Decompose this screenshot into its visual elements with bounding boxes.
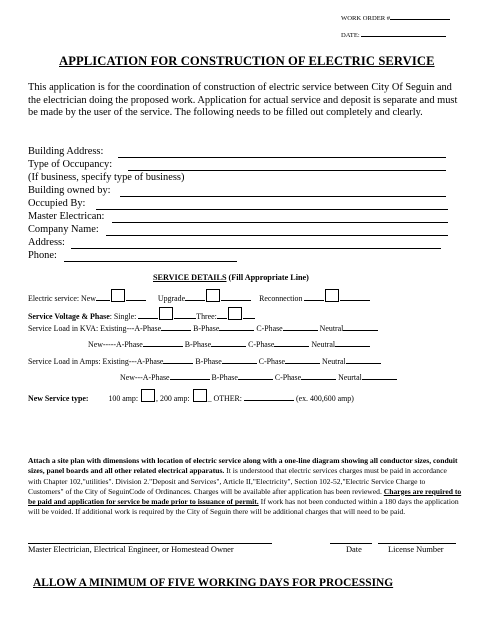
kva-new-label: New-----A-Phase <box>88 340 143 350</box>
service-details-note: (Fill Appropriate Line) <box>228 273 309 282</box>
amps-new-c-input[interactable] <box>301 372 336 380</box>
amps-existing-neutral-input[interactable] <box>346 356 381 364</box>
kva-new-a-input[interactable] <box>143 339 183 347</box>
type-of-occupancy-input[interactable] <box>128 170 446 171</box>
kva-existing-row <box>28 323 378 333</box>
attach-required-text: Charges are required to be paid and application for service be made prior to issuance of permit. <box>28 486 462 507</box>
kva-existing-c-input[interactable] <box>283 323 318 331</box>
license-signature-line[interactable] <box>378 543 456 544</box>
amps-new-neutral-label: Neurtal <box>338 373 362 383</box>
amps-existing-row <box>28 356 381 366</box>
new-service-type-label: New Service type: <box>28 394 89 403</box>
service-details-heading <box>153 273 309 282</box>
amp100-label: 100 amp: <box>108 394 139 403</box>
phone-input[interactable] <box>64 261 237 262</box>
three-checkbox[interactable] <box>228 307 242 320</box>
amps-new-row <box>120 372 397 382</box>
amp100-checkbox[interactable] <box>141 389 155 402</box>
building-owned-by-label: Building owned by: <box>28 185 111 196</box>
master-electrician-label: Master Electrican: <box>28 211 105 222</box>
amps-new-a-input[interactable] <box>170 372 210 380</box>
kva-existing-a-input[interactable] <box>161 323 191 331</box>
address-input[interactable] <box>71 248 441 249</box>
company-name-label: Company Name: <box>28 224 99 235</box>
amp200-label: , 200 amp: <box>156 394 190 403</box>
kva-existing-b-label: B-Phase <box>193 324 220 334</box>
kva-existing-c-label: C-Phase <box>256 324 283 334</box>
building-address-input[interactable] <box>118 157 446 158</box>
new-service-type-row <box>28 389 354 403</box>
header-date-input[interactable] <box>361 30 446 37</box>
attach-text-1: It is understood that electric services charges must be paid in accordance with Chapter 102,"utilities". Division 2."Deposit and Services", Article II,"Electricity", Section 102-52,"Electric Service Charge to Customers" of the City of SeguinCode of Ordinances. Charges will be available after application has been reviewed. <box>28 466 447 496</box>
voltage-row <box>28 307 255 321</box>
kva-new-neutral-label: Neutral <box>311 340 336 350</box>
amp200-checkbox[interactable] <box>193 389 207 402</box>
service-details-title: SERVICE DETAILS <box>153 273 227 282</box>
reconnection-input[interactable] <box>304 293 324 301</box>
new-service-line <box>126 293 146 301</box>
amps-new-b-input[interactable] <box>238 372 273 380</box>
attach-text-2: If work has not been conducted within a 180 days the application will be voided. If additional work is required by the City of Seguin there will be additional charges that will need to be paid. <box>28 497 459 517</box>
single-checkbox[interactable] <box>159 307 173 320</box>
new-service-checkbox[interactable] <box>111 289 125 302</box>
work-order-input[interactable] <box>390 13 450 20</box>
three-line <box>243 311 255 319</box>
upgrade-input[interactable] <box>185 293 205 301</box>
reconnection-line <box>340 293 370 301</box>
phone-label: Phone: <box>28 250 57 261</box>
kva-existing-neutral-input[interactable] <box>343 323 378 331</box>
page-title: APPLICATION FOR CONSTRUCTION OF ELECTRIC SERVICE <box>59 54 435 68</box>
other-input[interactable] <box>244 393 294 401</box>
electric-service-row <box>28 289 370 303</box>
kva-new-c-label: C-Phase <box>248 340 275 350</box>
reconnection-checkbox[interactable] <box>325 289 339 302</box>
license-number-label: License Number <box>388 545 444 554</box>
amps-existing-b-label: B-Phase <box>195 357 222 367</box>
date-signature-line[interactable] <box>330 543 372 544</box>
kva-new-b-label: B-Phase <box>184 340 212 350</box>
signer-label: Master Electrician, Electrical Engineer, or Homestead Owner <box>28 545 234 554</box>
reconnection-label: Reconnection <box>259 294 303 303</box>
amps-new-neutral-input[interactable] <box>362 372 397 380</box>
master-electrician-input[interactable] <box>112 222 448 223</box>
building-address-label: Building Address: <box>28 146 104 157</box>
header-date-label: DATE: <box>341 31 360 39</box>
kva-existing-neutral-label: Neutral <box>319 324 344 334</box>
kva-new-c-input[interactable] <box>274 339 309 347</box>
amps-existing-c-label: C-Phase <box>258 357 286 367</box>
amps-new-label: New---A-Phase <box>120 373 170 383</box>
address-label: Address: <box>28 237 65 248</box>
kva-new-b-input[interactable] <box>211 339 246 347</box>
attachment-paragraph <box>28 456 462 518</box>
building-owned-by-input[interactable] <box>120 196 446 197</box>
kva-new-row <box>88 339 370 349</box>
signer-signature-line[interactable] <box>28 543 272 544</box>
amps-new-b-label: B-Phase <box>211 373 238 383</box>
voltage-label: Service Voltage & Phase <box>28 312 110 321</box>
single-line <box>174 311 196 319</box>
upgrade-line <box>221 293 251 301</box>
amps-existing-label: Service Load in Amps: Existing---A-Phase <box>28 357 164 367</box>
processing-notice: ALLOW A MINIMUM OF FIVE WORKING DAYS FOR PROCESSING <box>33 577 394 589</box>
kva-existing-label: Service Load in KVA: Existing---A-Phase <box>28 324 162 334</box>
business-note: (If business, specify type of business) <box>28 172 185 183</box>
work-order-field[interactable] <box>341 13 450 22</box>
upgrade-label: Upgrade <box>157 294 186 303</box>
kva-new-neutral-input[interactable] <box>335 339 370 347</box>
single-label: : Single: <box>109 312 137 321</box>
type-of-occupancy-label: Type of Occupancy: <box>28 159 113 170</box>
signature-date-label: Date <box>346 545 362 554</box>
amps-existing-a-input[interactable] <box>163 356 193 364</box>
work-order-label: WORK ORDER # <box>341 14 391 22</box>
amps-existing-c-input[interactable] <box>285 356 320 364</box>
company-name-input[interactable] <box>106 235 448 236</box>
other-example: (ex. 400,600 amp) <box>295 394 354 403</box>
electric-service-new-label: Electric service: New <box>28 294 96 303</box>
intro-paragraph: This application is for the coordination of construction of electric service between City Of Seguin and the electrician doing the proposed work. Application for actual service and deposit is separate and must be made by the user of the service. The following needs to be filled out completely and clearly. <box>28 82 458 119</box>
upgrade-checkbox[interactable] <box>206 289 220 302</box>
attach-bold-text: Attach a site plan with dimensions with location of electric service along with a one-line diagram showing all conductor sizes, conduit sizes, panel boards and all other related electrical apparatus. <box>28 456 458 476</box>
amps-existing-neutral-label: Neutral <box>322 357 346 367</box>
occupied-by-label: Occupied By: <box>28 198 86 209</box>
header-date-field[interactable] <box>341 30 446 39</box>
occupied-by-input[interactable] <box>96 209 448 210</box>
amps-new-c-label: C-Phase <box>274 373 302 383</box>
other-label: _ OTHER: <box>207 394 242 403</box>
three-input[interactable] <box>217 311 227 319</box>
amps-existing-b-input[interactable] <box>222 356 257 364</box>
kva-existing-b-input[interactable] <box>219 323 254 331</box>
three-label: Three: <box>196 312 217 321</box>
single-input[interactable] <box>138 311 158 319</box>
new-service-input[interactable] <box>96 293 110 301</box>
